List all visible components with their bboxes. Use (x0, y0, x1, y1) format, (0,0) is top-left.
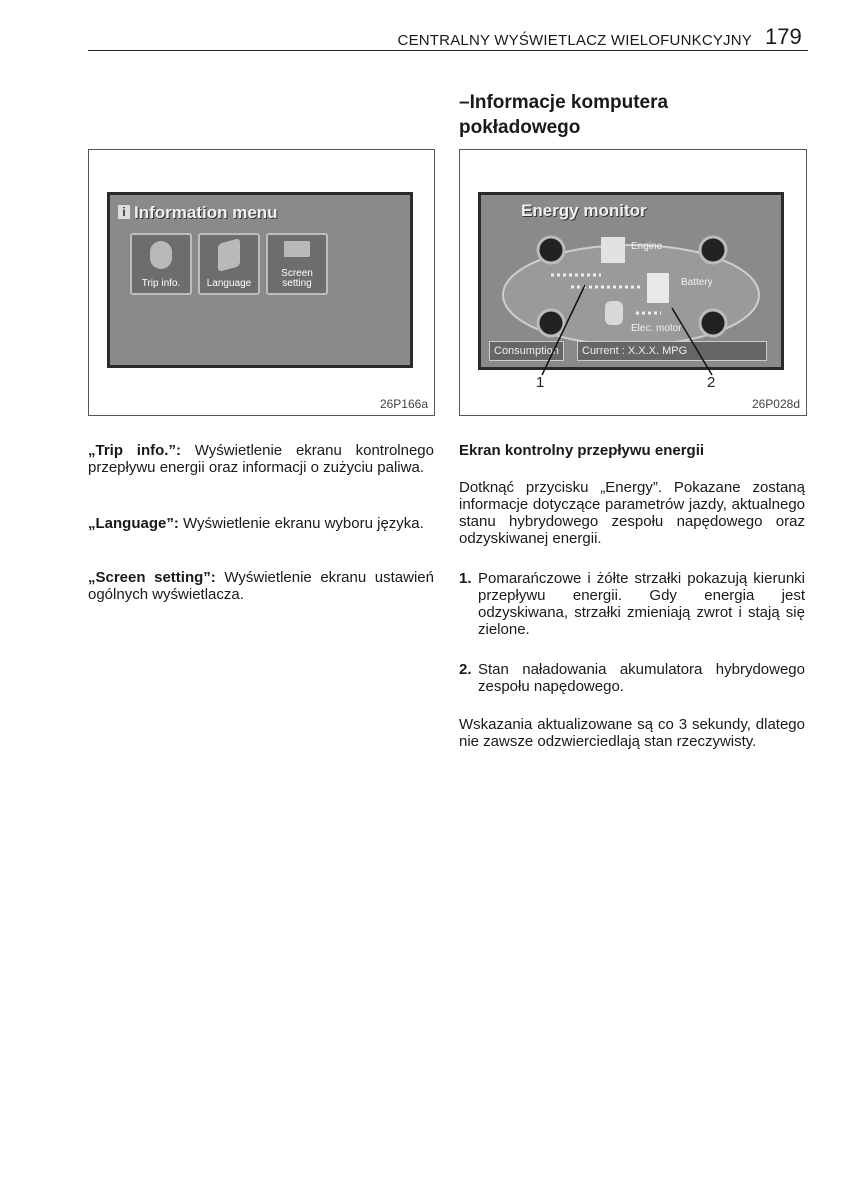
trip-info-button[interactable] (130, 233, 192, 295)
figure-code: 26P028d (751, 397, 800, 411)
list-text: Pomarańczowe i żółte strzałki pokazują kierunki przepływu energii. Gdy energia jest odzyskiwana, strzałki zmieniają zwrot i stają się zielone. (478, 570, 805, 638)
consumption-button[interactable]: Consumption (489, 341, 564, 361)
list-num: 1. (459, 570, 472, 587)
list-text: Stan naładowania akumulatora hybrydowego zespołu napędowego. (478, 661, 805, 695)
screen-setting-label: Screen setting (281, 268, 313, 289)
list-item-1 (459, 570, 805, 640)
information-menu-screen (107, 192, 413, 368)
trip-info-paragraph (88, 442, 434, 476)
screen-setting-term: „Screen setting”: (88, 569, 216, 586)
screen-setting-button[interactable] (266, 233, 328, 295)
screen-setting-paragraph (88, 569, 434, 603)
screen-title: Information menu (134, 203, 278, 222)
language-paragraph (88, 515, 434, 532)
language-label: Language (206, 278, 252, 289)
update-note: Wskazania aktualizowane są co 3 sekundy, dlatego nie zawsze odzwierciedlają stan rzeczywisty. (459, 716, 805, 750)
callout-lines (460, 150, 806, 415)
language-text: Wyświetlenie ekranu wyboru języka. (178, 515, 424, 532)
battery-label: Battery (681, 277, 713, 288)
language-term: „Language”: (88, 515, 179, 532)
figure-information-menu (88, 149, 435, 416)
section-heading: –Informacje komputera pokładowego (459, 92, 669, 138)
figure-code: 26P166a (379, 397, 428, 411)
header-title: CENTRALNY WYŚWIETLACZ WIELOFUNKCYJNY (397, 32, 752, 49)
screen-icon (284, 241, 310, 257)
page-number: 179 (765, 24, 802, 49)
tire-icon (150, 241, 172, 269)
screen-setting-text: Wyświetlenie ekranu ustawień ogólnych wyświetlacza. (88, 569, 434, 603)
book-icon (218, 238, 240, 272)
list-num: 2. (459, 661, 472, 678)
trip-info-text: Wyświetlenie ekranu kontrolnego przepływu energii oraz informacji o zużyciu paliwa. (88, 442, 434, 476)
energy-monitor-title: Energy monitor (521, 201, 647, 220)
energy-subheading: Ekran kontrolny przepływu energii (459, 442, 705, 459)
engine-label: Engine (631, 241, 663, 252)
elec-motor-label: Elec. motor (631, 323, 682, 334)
current-readout: Current : X.X.X. MPG (577, 341, 767, 361)
list-item-2 (459, 661, 805, 697)
language-button[interactable] (198, 233, 260, 295)
header-rule (88, 50, 808, 51)
callout-1: 1 (536, 374, 545, 391)
callout-2: 2 (707, 374, 716, 391)
info-icon: i (118, 205, 130, 219)
trip-info-label: Trip info. (141, 278, 181, 289)
figure-energy-monitor (459, 149, 807, 416)
trip-info-term: „Trip info.”: (88, 442, 181, 459)
energy-intro: Dotknąć przycisku „Energy”. Pokazane zostaną informacje dotyczące parametrów jazdy, aktualnego stanu hybrydowego zespołu napędowego oraz odzyskiwanej energii. (459, 479, 805, 547)
